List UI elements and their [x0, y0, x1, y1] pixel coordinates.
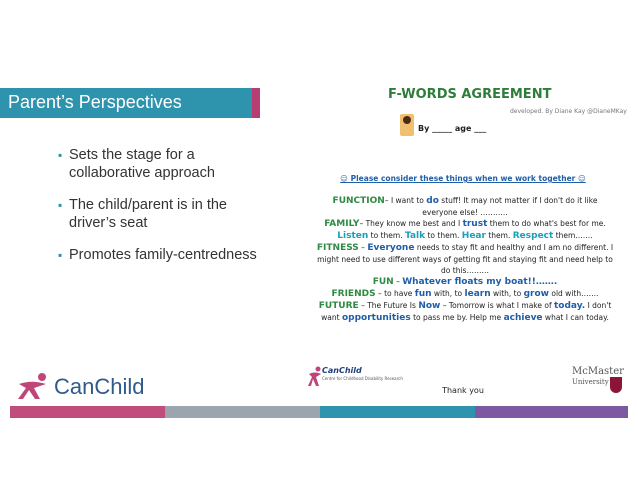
- function-entry: FUNCTION– I want to do stuff! It may not matter if I don't do it like everyone else! ………..: [332, 196, 598, 217]
- agreement-developer: developed. By Diane Kay @DianeMKay: [510, 108, 627, 115]
- fwords-agreement-image: [300, 84, 626, 404]
- bullet-item: ▪ The child/parent is in the driver’s seat: [58, 196, 258, 232]
- bullet-item: ▪ Promotes family-centredness: [58, 246, 258, 264]
- footer-stripe: [320, 406, 475, 418]
- footer-stripe: [10, 406, 165, 418]
- fun-keyword: FUN: [372, 277, 394, 287]
- footer-stripe: [475, 406, 628, 418]
- canchild-small-logo: CanChild Centre for Childhood Disability Research: [308, 366, 388, 390]
- by-age-line: By _____ age ___: [418, 124, 487, 133]
- future-entry: FUTURE – The Future Is Now – Tomorrow is what I make of today. I don't want opportunities to pass me by. Help me achieve what I can today.: [318, 301, 612, 323]
- agreement-title: F-WORDS AGREEMENT: [388, 87, 552, 102]
- canchild-figure-icon: [16, 372, 50, 400]
- mcmaster-crest-icon: [610, 377, 622, 393]
- future-keyword: FUTURE: [318, 301, 359, 311]
- family-entry: FAMILY– They know me best and I trust them to do what's best for me. Listen to them. Talk to them. Hear them. Respect them…….: [324, 219, 606, 241]
- fitness-keyword: FITNESS: [316, 243, 359, 253]
- fun-entry: FUN – Whatever floats my boat!!…….: [372, 277, 558, 287]
- slide-title: Parent’s Perspectives: [8, 92, 182, 112]
- mcmaster-logo: McMaster University: [572, 366, 626, 398]
- friends-entry: FRIENDS – to have fun with, to learn with, to grow old with…….: [331, 289, 599, 299]
- bullet-list: [58, 146, 258, 278]
- bullet-item: ▪ Sets the stage for a collaborative approach: [58, 146, 258, 182]
- child-photo: [400, 114, 414, 136]
- fwords-list: [314, 195, 616, 324]
- fitness-entry: FITNESS – Everyone needs to stay fit and healthy and I am no different. I might need to use different ways of getting fit and staying fit and need help to do this………: [316, 243, 614, 275]
- friends-keyword: FRIENDS: [331, 289, 376, 299]
- canchild-logo: [16, 372, 156, 400]
- thank-you-text: Thank you: [442, 386, 484, 395]
- family-keyword: FAMILY: [324, 219, 360, 229]
- footer-stripe: [165, 406, 320, 418]
- consider-line: ☺ Please consider these things when we work together ☺: [340, 174, 586, 183]
- canchild-small-figure-icon: [308, 366, 322, 388]
- title-accent: [252, 88, 260, 118]
- logo-text: CanChild: [54, 374, 145, 399]
- function-keyword: FUNCTION: [332, 196, 385, 206]
